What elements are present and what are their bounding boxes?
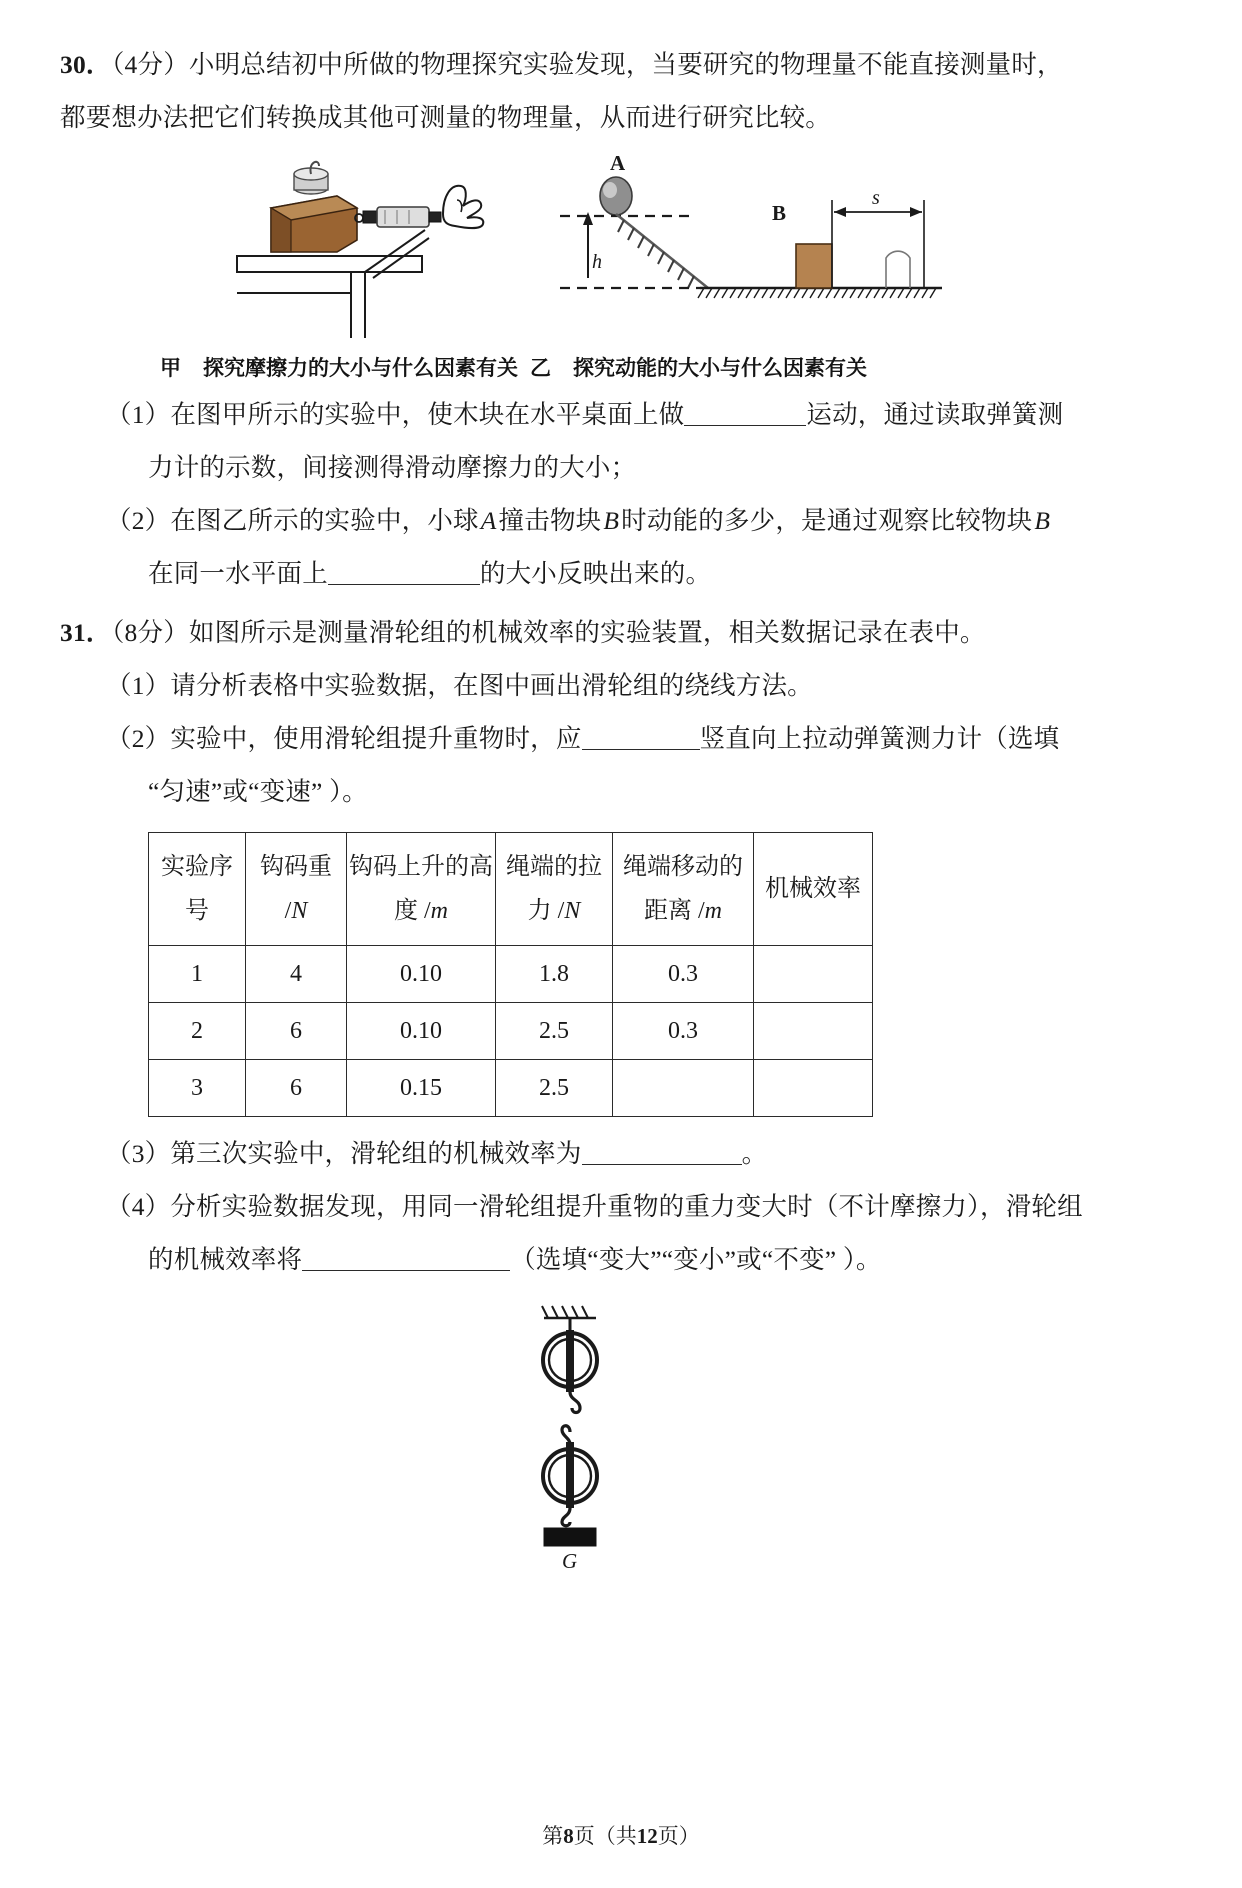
question-30-sub2-label: （2） — [106, 506, 171, 535]
figure-caption-yi-text: 探究动能的大小与什么因素有关 — [573, 356, 867, 380]
figure-caption-yi — [530, 352, 867, 382]
header-line2 — [613, 889, 753, 933]
question-31-sub1-label: （1） — [106, 671, 171, 700]
cell-efficiency[interactable] — [754, 946, 873, 1003]
question-30-sub2-line1 — [60, 494, 1182, 547]
cell-force: 2.5 — [496, 1003, 613, 1060]
question-30-sub1-line1 — [60, 388, 1182, 441]
symbol-B-2: B — [1034, 506, 1051, 535]
cell-weight: 6 — [246, 1060, 347, 1117]
cell-height: 0.10 — [347, 1003, 496, 1060]
answer-blank-31-4[interactable] — [302, 1270, 510, 1271]
symbol-B-1: B — [603, 506, 620, 535]
question-30-sub2-text-c: 时动能的多少，是通过观察比较物块 — [621, 506, 1033, 535]
question-31-points: （8分） — [111, 618, 189, 647]
cell-distance: 0.3 — [613, 1003, 754, 1060]
footer-middle: 页（共 — [573, 1824, 637, 1848]
header-line2-text: 距离 / — [643, 898, 705, 924]
header-line1: 机械效率 — [765, 876, 861, 902]
question-31-stem-text1: 如图所示是测量滑轮组的机械效率的实验装置，相关数据记录在表中。 — [188, 618, 986, 647]
experiment-data-table — [148, 832, 873, 1117]
figure-label-G: G — [562, 1549, 578, 1573]
table-header-row — [149, 833, 873, 946]
question-31-number: 31 — [60, 618, 86, 647]
question-31-stem-line1: 31．（8分）如图所示是测量滑轮组的机械效率的实验装置，相关数据记录在表中。 — [60, 618, 986, 647]
cell-height: 0.10 — [347, 946, 496, 1003]
cell-distance[interactable] — [613, 1060, 754, 1117]
page-footer — [0, 1820, 1242, 1850]
header-unit: N — [291, 898, 308, 924]
cell-height: 0.15 — [347, 1060, 496, 1117]
cell-efficiency[interactable] — [754, 1003, 873, 1060]
header-line1: 钩码上升的高 — [349, 854, 493, 880]
figure-label-h: h — [592, 251, 602, 273]
question-30-figure-captions — [60, 348, 1182, 388]
question-30-stem-text2: 都要想办法把它们转换成其他可测量的物理量，从而进行研究比较。 — [60, 103, 832, 132]
header-line2-text: / — [284, 898, 292, 924]
footer-total-pages: 12 — [636, 1824, 658, 1848]
cell-distance: 0.3 — [613, 946, 754, 1003]
question-31-sub3 — [60, 1127, 1182, 1180]
question-31-sub3-text-a: 第三次实验中，滑轮组的机械效率为 — [170, 1139, 582, 1168]
question-31-sub4-text-b: 的机械效率将 — [148, 1245, 303, 1274]
question-30-stem-line1: 30．（4分）小明总结初中所做的物理探究实验发现，当要研究的物理量不能直接测量时， — [60, 50, 1063, 79]
question-30-sub1-text-a: 在图甲所示的实验中，使木块在水平桌面上做 — [170, 400, 685, 429]
question-30-sub1-line2 — [60, 441, 1182, 494]
question-30-number: 30 — [60, 50, 86, 79]
symbol-A: A — [480, 506, 497, 535]
question-31-sub2-text-a: 实验中，使用滑轮组提升重物时，应 — [170, 724, 582, 753]
figure-label-s: s — [872, 187, 880, 209]
pulley-system-figure-wrap — [60, 1304, 1182, 1574]
header-unit: m — [430, 898, 448, 924]
table-row — [149, 1003, 873, 1060]
header-line2 — [149, 889, 245, 933]
question-31-sub4-text-a: 分析实验数据发现，用同一滑轮组提升重物的重力变大时（不计摩擦力），滑轮组 — [170, 1192, 1083, 1221]
header-line2 — [246, 889, 346, 933]
figure-caption-jia-text: 探究摩擦力的大小与什么因素有关 — [203, 356, 518, 380]
question-30-points: （4分） — [111, 50, 189, 79]
cell-efficiency[interactable] — [754, 1060, 873, 1117]
answer-blank-31-2[interactable] — [582, 749, 700, 750]
answer-blank-30-2[interactable] — [328, 584, 480, 585]
table-header-cell-3 — [496, 833, 613, 946]
footer-suffix: 页） — [657, 1824, 700, 1848]
table-header-cell-0 — [149, 833, 246, 946]
question-31-sub3-label: （3） — [106, 1139, 171, 1168]
cell-weight: 6 — [246, 1003, 347, 1060]
table-header-cell-4 — [613, 833, 754, 946]
header-unit: m — [704, 898, 722, 924]
question-30-sub2-text-b: 撞击物块 — [498, 506, 602, 535]
header-unit: N — [564, 898, 581, 924]
question-31-sub1 — [60, 659, 1182, 712]
kinetic-energy-experiment-figure — [550, 148, 950, 338]
answer-blank-30-1[interactable] — [684, 425, 806, 426]
header-line2 — [347, 889, 495, 933]
question-30-sub2-text-a: 在图乙所示的实验中，小球 — [170, 506, 479, 535]
header-line1: 绳端移动的 — [623, 854, 743, 880]
friction-experiment-figure — [215, 148, 515, 338]
header-line2-text: 号 — [185, 898, 209, 924]
question-31-sub4-label: （4） — [106, 1192, 171, 1221]
question-31-sub4-line1 — [60, 1180, 1182, 1233]
table-header-cell-2 — [347, 833, 496, 946]
question-31-sub4-text-c: （选填“变大”“变小”或“不变” ）。 — [510, 1245, 882, 1274]
header-line2-text: 力 / — [527, 898, 565, 924]
question-31-sub2-text-b: 竖直向上拉动弹簧测力计（选填 — [699, 724, 1060, 753]
cell-trial: 1 — [149, 946, 246, 1003]
table-row — [149, 1060, 873, 1117]
cell-force: 2.5 — [496, 1060, 613, 1117]
table-header-cell-5 — [754, 833, 873, 946]
figure-caption-yi-tag: 乙 — [530, 356, 551, 380]
question-31-sub2-text-c: “匀速”或“变速” ）。 — [148, 777, 368, 806]
question-30-sub2-text-e: 的大小反映出来的。 — [479, 559, 712, 588]
table-row — [149, 946, 873, 1003]
footer-page-number: 8 — [563, 1824, 574, 1848]
question-31-sub2-line2 — [60, 765, 1182, 818]
footer-prefix: 第 — [542, 1824, 564, 1848]
cell-trial: 3 — [149, 1060, 246, 1117]
question-30-sub2-text-d: 在同一水平面上 — [148, 559, 328, 588]
header-line1: 钩码重 — [260, 854, 332, 880]
question-31-sub2-line1 — [60, 712, 1182, 765]
cell-trial: 2 — [149, 1003, 246, 1060]
experiment-data-table-wrap — [60, 832, 1182, 1117]
cell-weight: 4 — [246, 946, 347, 1003]
question-30-sub1-label: （1） — [106, 400, 171, 429]
figure-caption-jia — [160, 352, 518, 382]
question-30-sub1-text-c: 力计的示数，间接测得滑动摩擦力的大小； — [148, 453, 637, 482]
pulley-system-figure — [484, 1304, 684, 1574]
cell-force: 1.8 — [496, 946, 613, 1003]
question-31-sub4-line2 — [60, 1233, 1182, 1286]
figure-label-A: A — [610, 151, 626, 175]
figure-caption-jia-tag: 甲 — [160, 356, 181, 380]
answer-blank-31-3[interactable] — [582, 1164, 742, 1165]
header-line2 — [496, 889, 612, 933]
figure-label-B: B — [772, 201, 787, 225]
header-line2-text: 度 / — [393, 898, 431, 924]
question-31-sub1-text: 请分析表格中实验数据，在图中画出滑轮组的绕线方法。 — [170, 671, 813, 700]
header-line1: 绳端的拉 — [506, 854, 602, 880]
question-31-sub3-text-b: 。 — [741, 1139, 768, 1168]
question-30-sub2-line2 — [60, 547, 1182, 600]
question-31-sub2-label: （2） — [106, 724, 171, 753]
table-header-cell-1 — [246, 833, 347, 946]
question-30-stem-text1: 小明总结初中所做的物理探究实验发现，当要研究的物理量不能直接测量时， — [188, 50, 1063, 79]
question-30-stem-line2 — [60, 91, 1182, 144]
header-line1: 实验序 — [161, 854, 233, 880]
question-30-sub1-text-b: 运动，通过读取弹簧测 — [806, 400, 1064, 429]
question-30-figures — [60, 148, 1182, 348]
